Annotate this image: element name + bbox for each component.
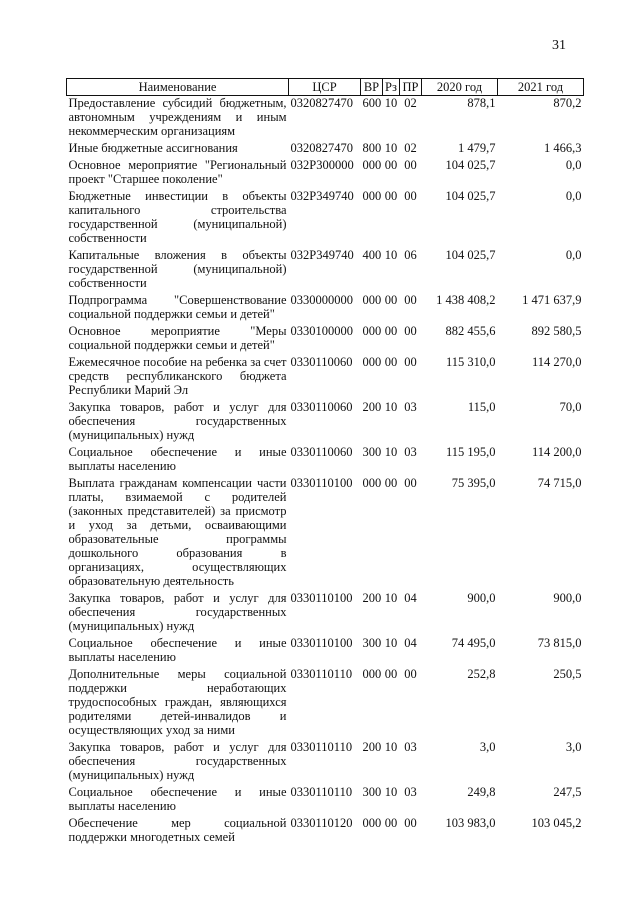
row-value-2020: 104 025,7 xyxy=(445,189,496,203)
row-value-2020: 103 983,0 xyxy=(445,816,496,830)
row-value-2021: 0,0 xyxy=(565,189,582,203)
row-value-2020: 900,0 xyxy=(467,591,496,605)
row-value-2021: 0,0 xyxy=(565,248,582,262)
row-csr: 0320827470 xyxy=(290,96,353,110)
row-pr: 02 xyxy=(404,141,417,155)
row-rz: 00 xyxy=(384,667,398,681)
row-vr: 000 xyxy=(362,189,382,203)
row-name: Закупка товаров, работ и услуг для обеспечения государственных (муниципальных) нужд xyxy=(68,400,287,442)
row-rz: 00 xyxy=(384,355,398,369)
row-pr: 02 xyxy=(404,96,417,110)
row-vr: 200 xyxy=(362,400,382,414)
table-row xyxy=(67,138,584,155)
row-value-2021: 70,0 xyxy=(559,400,582,414)
header-csr: ЦСР xyxy=(289,79,361,96)
row-pr: 00 xyxy=(404,293,417,307)
row-name: Социальное обеспечение и иные выплаты населению xyxy=(68,785,287,813)
row-pr: 03 xyxy=(404,400,417,414)
row-rz: 10 xyxy=(384,740,398,754)
row-vr: 300 xyxy=(362,785,382,799)
row-value-2020: 878,1 xyxy=(467,96,496,110)
row-csr: 0330110110 xyxy=(290,667,353,681)
row-rz: 00 xyxy=(384,158,398,172)
row-pr: 04 xyxy=(404,636,417,650)
row-value-2021: 74 715,0 xyxy=(537,476,582,490)
row-csr: 0330110100 xyxy=(290,591,353,605)
row-pr: 06 xyxy=(404,248,417,262)
header-name: Наименование xyxy=(67,79,289,96)
table-row xyxy=(67,186,584,245)
row-rz: 10 xyxy=(384,248,398,262)
row-vr: 400 xyxy=(362,248,382,262)
row-value-2021: 3,0 xyxy=(565,740,582,754)
row-value-2020: 104 025,7 xyxy=(445,248,496,262)
row-vr: 000 xyxy=(362,324,382,338)
row-name: Закупка товаров, работ и услуг для обеспечения государственных (муниципальных) нужд xyxy=(68,591,287,633)
row-vr: 300 xyxy=(362,445,382,459)
table-row xyxy=(67,664,584,737)
table-row xyxy=(67,290,584,321)
row-csr: 032P349740 xyxy=(290,248,354,262)
page-number: 31 xyxy=(552,38,566,53)
row-value-2020: 115 310,0 xyxy=(445,355,496,369)
table-row xyxy=(67,352,584,397)
table-row xyxy=(67,473,584,588)
row-value-2020: 115 195,0 xyxy=(445,445,496,459)
row-csr: 0330110100 xyxy=(290,476,353,490)
budget-table xyxy=(66,78,584,844)
row-value-2020: 3,0 xyxy=(479,740,496,754)
row-vr: 000 xyxy=(362,816,382,830)
row-pr: 03 xyxy=(404,445,417,459)
row-name: Иные бюджетные ассигнования xyxy=(68,141,238,155)
row-value-2021: 0,0 xyxy=(565,158,582,172)
row-value-2021: 73 815,0 xyxy=(537,636,582,650)
row-value-2021: 1 471 637,9 xyxy=(522,293,582,307)
row-name: Бюджетные инвестиции в объекты капитального строительства государственной (муниципальной) собственности xyxy=(68,189,287,245)
row-name: Социальное обеспечение и иные выплаты населению xyxy=(68,636,287,664)
row-name: Закупка товаров, работ и услуг для обеспечения государственных (муниципальных) нужд xyxy=(68,740,287,782)
row-rz: 00 xyxy=(384,816,398,830)
row-value-2021: 103 045,2 xyxy=(531,816,582,830)
row-value-2020: 1 479,7 xyxy=(458,141,496,155)
row-value-2021: 114 270,0 xyxy=(531,355,582,369)
row-rz: 10 xyxy=(384,636,398,650)
row-name: Капитальные вложения в объекты государственной (муниципальной) собственности xyxy=(68,248,287,290)
table-row xyxy=(67,737,584,782)
row-value-2020: 104 025,7 xyxy=(445,158,496,172)
row-csr: 0330110110 xyxy=(290,785,353,799)
row-rz: 10 xyxy=(384,785,398,799)
row-value-2020: 115,0 xyxy=(467,400,496,414)
row-value-2021: 114 200,0 xyxy=(531,445,582,459)
row-rz: 10 xyxy=(384,96,398,110)
row-name: Подпрограмма "Совершенствование социальной поддержки семьи и детей" xyxy=(68,293,287,321)
table-row xyxy=(67,442,584,473)
row-name: Социальное обеспечение и иные выплаты населению xyxy=(68,445,287,473)
row-vr: 300 xyxy=(362,636,382,650)
row-vr: 200 xyxy=(362,740,382,754)
row-csr: 0330000000 xyxy=(290,293,353,307)
row-value-2021: 900,0 xyxy=(553,591,582,605)
row-csr: 032P349740 xyxy=(290,189,354,203)
row-csr: 0330110110 xyxy=(290,740,353,754)
row-csr: 0320827470 xyxy=(290,141,353,155)
row-pr: 00 xyxy=(404,158,417,172)
row-rz: 00 xyxy=(384,324,398,338)
row-value-2021: 250,5 xyxy=(553,667,582,681)
row-value-2020: 249,8 xyxy=(467,785,496,799)
row-rz: 10 xyxy=(384,445,398,459)
table-row xyxy=(67,321,584,352)
header-2021: 2021 год xyxy=(498,79,584,96)
row-rz: 00 xyxy=(384,189,398,203)
table-row xyxy=(67,397,584,442)
table-row xyxy=(67,588,584,633)
row-csr: 0330110060 xyxy=(290,445,353,459)
table-row xyxy=(67,96,584,139)
table-row xyxy=(67,155,584,186)
row-value-2020: 252,8 xyxy=(467,667,496,681)
row-name: Основное мероприятие "Меры социальной поддержки семьи и детей" xyxy=(68,324,287,352)
row-value-2021: 892 580,5 xyxy=(531,324,582,338)
row-csr: 0330110120 xyxy=(290,816,353,830)
row-value-2020: 74 495,0 xyxy=(451,636,496,650)
row-vr: 000 xyxy=(362,667,382,681)
row-name: Дополнительные меры социальной поддержки неработающих трудоспособных граждан, являющихся родителями детей-инвалидов и осуществляющих уход за ними xyxy=(68,667,287,737)
row-value-2020: 75 395,0 xyxy=(451,476,496,490)
row-vr: 200 xyxy=(362,591,382,605)
row-value-2021: 870,2 xyxy=(553,96,582,110)
row-pr: 03 xyxy=(404,740,417,754)
row-vr: 000 xyxy=(362,476,382,490)
table-row xyxy=(67,813,584,844)
row-pr: 00 xyxy=(404,816,417,830)
row-rz: 10 xyxy=(384,400,398,414)
header-pr: ПР xyxy=(400,79,422,96)
row-name: Обеспечение мер социальной поддержки многодетных семей xyxy=(68,816,287,844)
row-vr: 000 xyxy=(362,355,382,369)
row-pr: 00 xyxy=(404,476,417,490)
row-name: Предоставление субсидий бюджетным, автономным учреждениям и иным некоммерческим организациям xyxy=(68,96,287,138)
row-pr: 00 xyxy=(404,355,417,369)
row-name: Ежемесячное пособие на ребенка за счет средств республиканского бюджета Республики Марий Эл xyxy=(68,355,287,397)
row-csr: 0330110100 xyxy=(290,636,353,650)
row-rz: 00 xyxy=(384,293,398,307)
row-csr: 0330100000 xyxy=(290,324,353,338)
row-name: Основное мероприятие "Региональный проект "Старшее поколение" xyxy=(68,158,287,186)
row-vr: 000 xyxy=(362,158,382,172)
table-row xyxy=(67,782,584,813)
row-rz: 10 xyxy=(384,591,398,605)
row-pr: 00 xyxy=(404,667,417,681)
row-vr: 600 xyxy=(362,96,382,110)
row-value-2021: 247,5 xyxy=(553,785,582,799)
header-rz: Рз xyxy=(383,79,400,96)
row-pr: 00 xyxy=(404,324,417,338)
row-pr: 00 xyxy=(404,189,417,203)
row-csr: 0330110060 xyxy=(290,400,353,414)
header-2020: 2020 год xyxy=(422,79,498,96)
row-vr: 800 xyxy=(362,141,382,155)
row-rz: 10 xyxy=(384,141,398,155)
table-header-row xyxy=(67,79,584,96)
row-value-2021: 1 466,3 xyxy=(544,141,582,155)
row-csr: 032P300000 xyxy=(290,158,354,172)
row-pr: 04 xyxy=(404,591,417,605)
row-value-2020: 882 455,6 xyxy=(445,324,496,338)
row-vr: 000 xyxy=(362,293,382,307)
row-rz: 00 xyxy=(384,476,398,490)
row-name: Выплата гражданам компенсации части платы, взимаемой с родителей (законных представителей) за присмотр и уход за детьми, осваивающими образовательные программы дошкольного образования в организациях, осуществляющих образовательную деятельность xyxy=(68,476,287,588)
header-vr: ВР xyxy=(361,79,383,96)
table-row xyxy=(67,633,584,664)
row-csr: 0330110060 xyxy=(290,355,353,369)
row-pr: 03 xyxy=(404,785,417,799)
row-value-2020: 1 438 408,2 xyxy=(436,293,496,307)
table-row xyxy=(67,245,584,290)
